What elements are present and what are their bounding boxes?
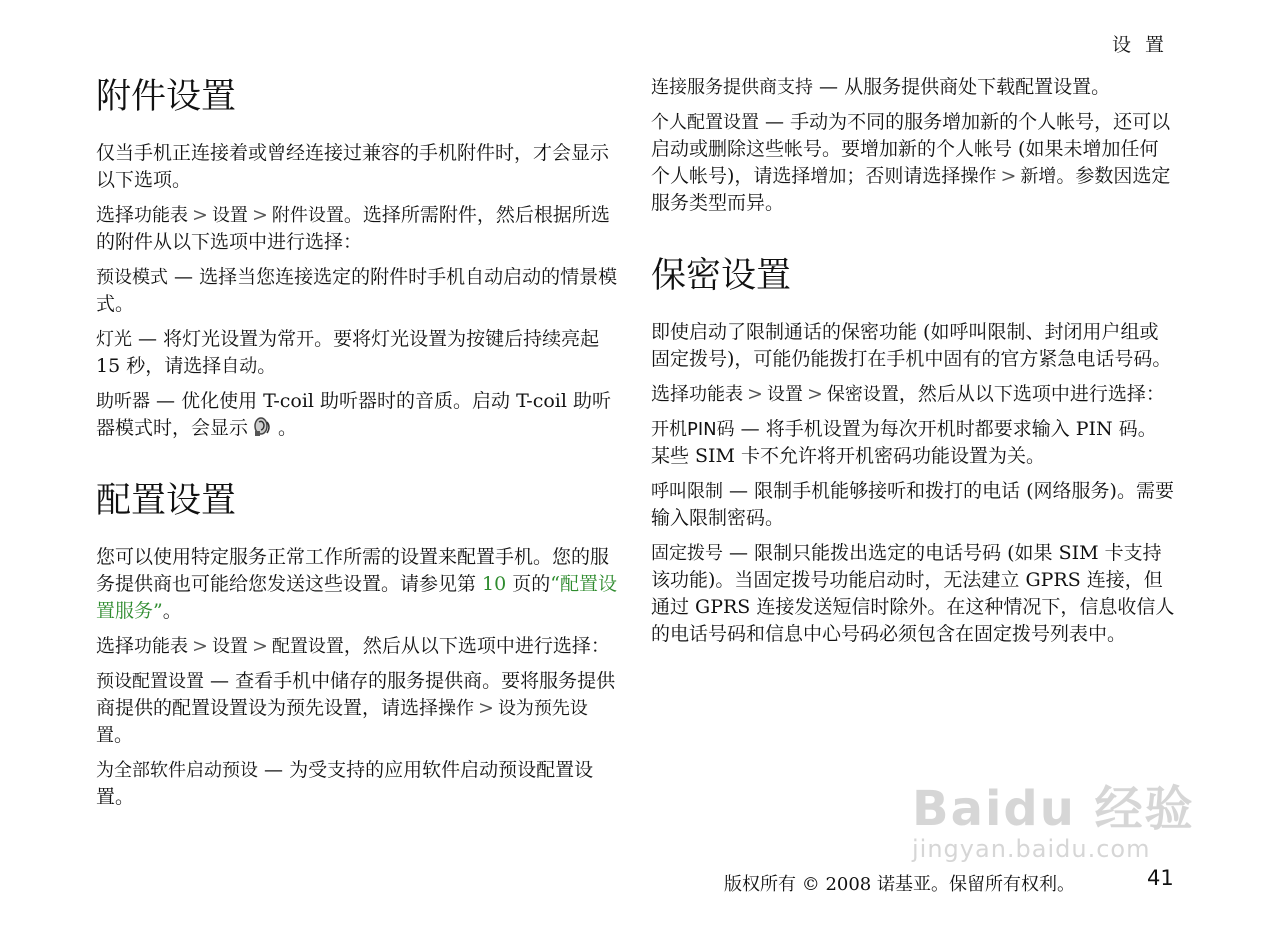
option-desc: — 将手机设置为每次开机时都要求输入 PIN 码。某些 SIM 卡不允许将开机密码功能设置为关。 — [651, 418, 1157, 467]
page-link[interactable]: 10 — [476, 573, 513, 595]
option-term: 为全部软件启动预设 — [96, 760, 258, 781]
menu-path-paragraph — [651, 381, 1175, 408]
copyright-footer: 版权所有 © 2008 诺基亚。保留所有权利。 — [724, 874, 1075, 895]
left-column — [96, 76, 622, 849]
separator: > — [251, 204, 268, 226]
menu-term: 功能表 — [134, 205, 189, 226]
security-settings-section — [651, 255, 1175, 648]
paragraph — [96, 544, 622, 625]
separator: > — [1000, 165, 1017, 187]
menu-term: 配置设置 — [271, 636, 344, 657]
menu-term: 新增 — [1020, 166, 1057, 187]
text: 页的 — [512, 573, 551, 595]
menu-path-paragraph — [96, 202, 622, 256]
option-term: 呼叫限制 — [651, 481, 723, 502]
option-desc: — 限制只能拨出选定的电话号码 (如果 SIM 卡支持该功能)。当固定拨号功能启动时，无法建立 GPRS 连接，但通过 GPRS 连接发送短信时除外。在这种情况下，信息收信人的电话号码和信息中心号码必须包含在固定拨号列表中。 — [651, 542, 1175, 645]
baidu-watermark — [912, 770, 1195, 863]
section-title: 附件设置 — [96, 77, 237, 117]
separator: > — [806, 383, 823, 405]
paragraph: 即使启动了限制通话的保密功能 (如呼叫限制、封闭用户组或固定拨号)，可能仍能拨打在手机中固有的官方紧急电话号码。 — [651, 321, 1172, 370]
section-title: 配置设置 — [96, 481, 237, 521]
option-item — [96, 757, 622, 811]
watermark-logo: Baidu 经验 — [912, 781, 1195, 837]
watermark-url: jingyan.baidu.com — [912, 835, 1151, 863]
text: 。 — [114, 724, 134, 746]
text: ，然后从以下选项中进行选择： — [898, 383, 1165, 405]
separator: > — [251, 635, 268, 657]
option-desc: ；否则请选择 — [846, 165, 961, 187]
menu-path-paragraph — [96, 633, 622, 660]
option-term: 固定拨号 — [651, 543, 723, 564]
config-service-link[interactable]: “配置设置服务” — [96, 573, 618, 622]
page-number: 41 — [1147, 866, 1174, 890]
option-term: 连接服务提供商支持 — [651, 77, 813, 98]
text: 。选择所需附件，然后根据所选的附件从以下选项中进行选择： — [96, 204, 610, 253]
option-desc: — 选择当您连接选定的附件时手机自动启动的情景模式。 — [96, 266, 618, 315]
option-desc: — 优化使用 T-coil 助听器时的音质。启动 T-coil 助听器模式时，会显示 — [96, 390, 611, 439]
option-term: 个人配置设置 — [651, 112, 759, 133]
separator: > — [478, 697, 494, 719]
configuration-settings-section — [96, 480, 622, 811]
separator: > — [192, 635, 208, 657]
menu-term: 附件设置 — [271, 205, 344, 226]
menu-term: 操作 — [960, 166, 997, 187]
menu-term: 功能表 — [689, 384, 744, 405]
text: 选择 — [96, 204, 135, 226]
option-desc: — 为受支持的应用软件启动预设配置设置。 — [96, 759, 594, 808]
option-desc: 。参数因选定服务类型而异。 — [651, 165, 1171, 214]
text: ，然后从以下选项中进行选择： — [343, 635, 610, 657]
option-desc: — 将灯光设置为常 — [132, 328, 297, 350]
text: 选择 — [651, 383, 690, 405]
option-item — [651, 540, 1175, 648]
option-item — [96, 668, 622, 749]
option-term: 预设配置设置 — [96, 671, 204, 692]
text: 您可以使用特定服务正常工作所需的设置来配置手机。您的服务提供商也可能给您发送这些设置。请参见第 — [96, 546, 610, 595]
separator: > — [747, 383, 763, 405]
option-term: 开机PIN码 — [651, 419, 735, 440]
separator: > — [192, 204, 208, 226]
menu-term: 设置 — [211, 205, 248, 226]
hearing-aid-icon — [252, 416, 274, 438]
menu-term: 保密设置 — [826, 384, 899, 405]
option-item — [96, 326, 622, 380]
option-desc: 。要将灯光设置为按键后持续亮起 15 秒，请选择 — [96, 328, 600, 377]
option-desc: — 限制手机能够接听和拨打的电话 (网络服务)。需要输入限制密码。 — [651, 480, 1174, 529]
menu-term: 开 — [296, 329, 315, 350]
menu-term: 增加 — [810, 166, 847, 187]
option-term: 助听器 — [96, 391, 150, 412]
option-term: 预设模式 — [96, 267, 168, 288]
right-column — [651, 74, 1175, 686]
header-title: 设 置 — [1111, 34, 1168, 56]
menu-term: 设为预先设置 — [96, 698, 588, 746]
option-desc: — 手动为不同的服务增加新的个人帐号，还可以启动或删除这些帐号。要增加新的个人帐号 (如果未增加任何个人帐号)，请选择 — [651, 111, 1171, 187]
option-desc: — 查看手机中储存的服务提供商。要将服务提供商提供的配置设置设为预先设置，请选择 — [96, 670, 616, 719]
text: 选择 — [96, 635, 135, 657]
menu-term: 设置 — [766, 384, 803, 405]
option-item — [96, 388, 622, 442]
paragraph: 仅当手机正连接着或曾经连接过兼容的手机附件时，才会显示以下选项。 — [96, 142, 610, 191]
option-item — [651, 478, 1175, 532]
option-item — [651, 74, 1175, 101]
accessory-settings-section — [96, 76, 622, 442]
option-item — [651, 109, 1175, 217]
option-item — [651, 416, 1175, 470]
option-desc: — 从服务提供商处下载配置设置。 — [813, 76, 1111, 98]
configuration-settings-continued — [651, 74, 1175, 217]
text: 。 — [162, 600, 182, 622]
text: 。 — [257, 355, 277, 377]
option-term: 灯光 — [96, 329, 132, 350]
menu-term: 操作 — [438, 698, 475, 719]
section-title: 保密设置 — [651, 256, 792, 296]
option-item — [96, 264, 622, 318]
text: 。 — [278, 417, 298, 439]
menu-term: 设置 — [211, 636, 248, 657]
menu-term: 自动 — [221, 356, 258, 377]
menu-term: 功能表 — [134, 636, 189, 657]
